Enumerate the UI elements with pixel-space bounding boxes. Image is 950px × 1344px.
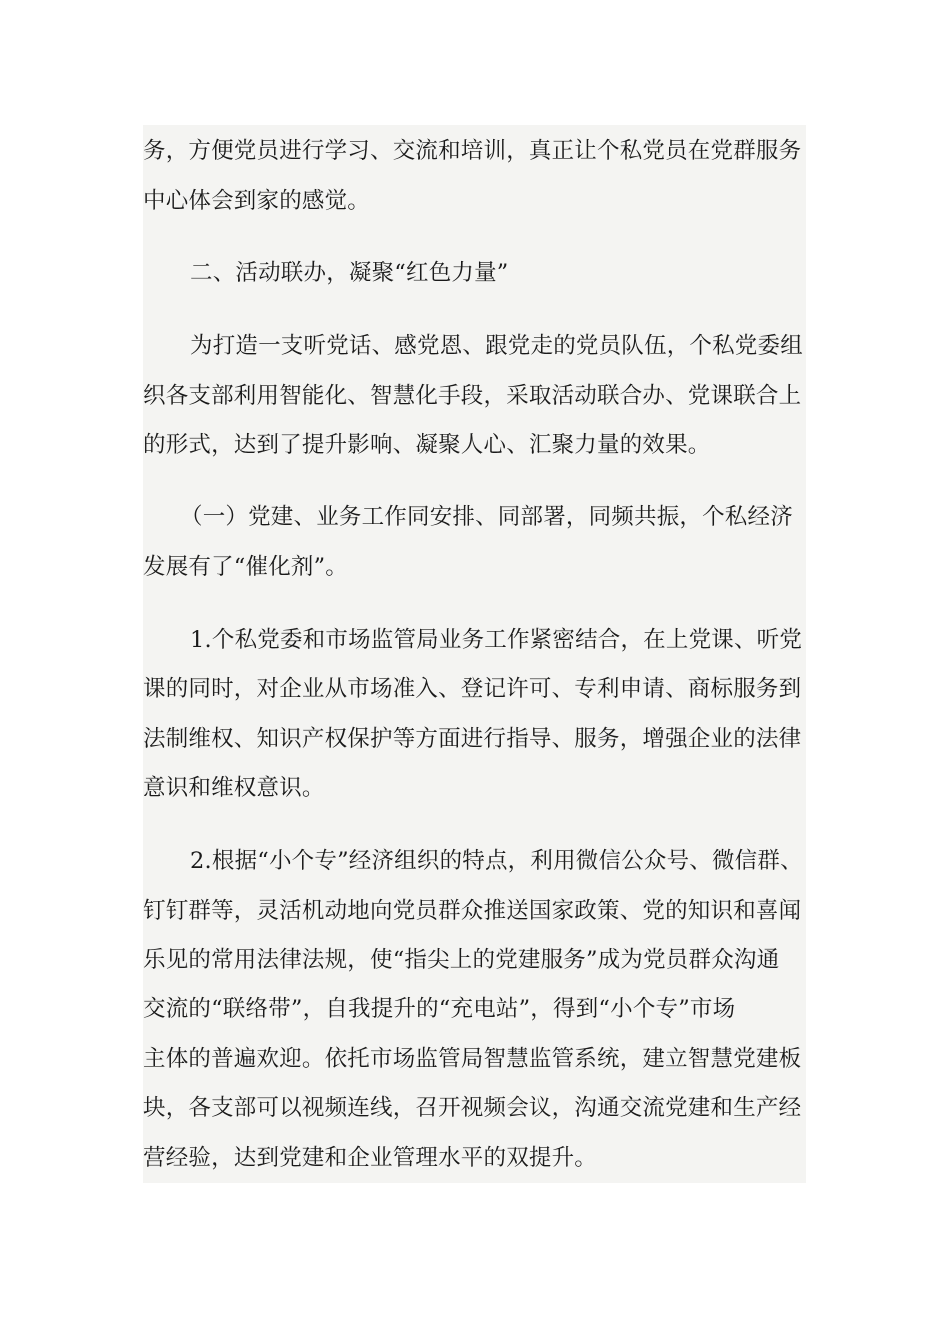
text-line: 1.个私党委和市场监管局业务工作紧密结合，在上党课、听党 [190,627,803,653]
text-line: 2.根据“小个专”经济组织的特点，利用微信公众号、微信群、 [190,848,803,874]
text-line: 交流的“联络带”，自我提升的“充电站”，得到“小个专”市场 [143,996,736,1022]
text-line: 课的同时，对企业从市场准入、登记许可、专利申请、商标服务到 [143,676,802,702]
text-line: 钉钉群等，灵活机动地向党员群众推送国家政策、党的知识和喜闻 [143,898,802,924]
text-line: 意识和维权意识。 [143,775,325,801]
text-line: 中心体会到家的感觉。 [143,188,371,214]
text-line: 务，方便党员进行学习、交流和培训，真正让个私党员在党群服务 [143,138,802,164]
text-line: 块，各支部可以视频连线，召开视频会议，沟通交流党建和生产经 [143,1095,802,1121]
document-page [143,125,806,1183]
text-line: 营经验，达到党建和企业管理水平的双提升。 [143,1145,598,1171]
text-line: 法制维权、知识产权保护等方面进行指导、服务，增强企业的法律 [143,726,802,752]
text-line: 的形式，达到了提升影响、凝聚人心、汇聚力量的效果。 [143,432,711,458]
text-line: 主体的普遍欢迎。依托市场监管局智慧监管系统，建立智慧党建板 [143,1046,802,1072]
subsection-heading: （一）党建、业务工作同安排、同部署，同频共振，个私经济 [180,504,793,530]
text-line: 乐见的常用法律法规，使“指尖上的党建服务”成为党员群众沟通 [143,947,780,973]
text-line: 织各支部利用智能化、智慧化手段，采取活动联合办、党课联合上 [143,383,802,409]
section-heading: 二、活动联办，凝聚“红色力量” [190,260,509,286]
text-line: 为打造一支听党话、感党恩、跟党走的党员队伍，个私党委组 [190,333,803,359]
text-line: 发展有了“催化剂”。 [143,554,349,580]
